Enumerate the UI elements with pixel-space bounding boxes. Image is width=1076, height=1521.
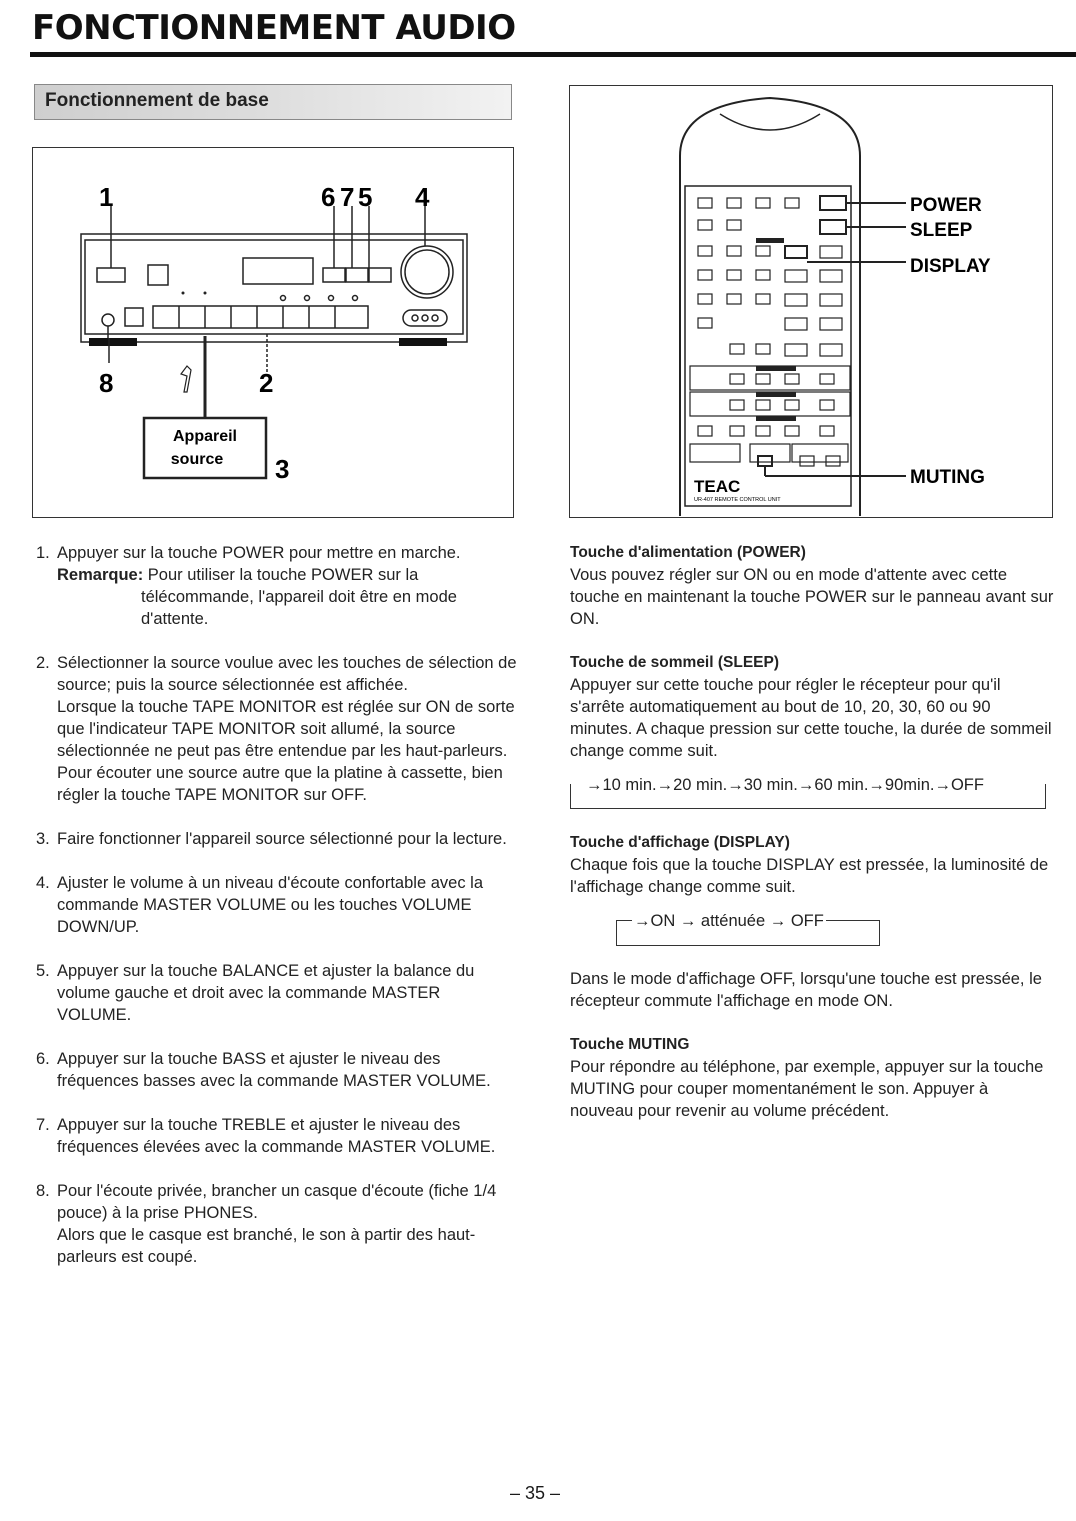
receiver-display [243, 258, 313, 284]
muting-section [570, 1034, 1056, 1122]
step-8: 8. Pour l'écoute privée, brancher un casque d'écoute (fiche 1/4 pouce) à la prise PHONES. Alors que le casque est branché, le son à partir des haut-parleurs est coupé. [36, 1182, 497, 1266]
remote-diagram [570, 86, 1052, 517]
page-title: FONCTIONNEMENT AUDIO [32, 8, 516, 48]
source-box-line1: Appareil [172, 428, 238, 445]
receiver-foot-left [89, 338, 137, 346]
callout-4: 4 [415, 182, 430, 212]
step-6: 6. Appuyer sur la touche BASS et ajuster le niveau des fréquences basses avec la commande MASTER VOLUME. [36, 1050, 491, 1090]
step-8-extra: Alors que le casque est branché, le son à partir des haut-parleurs est coupé. [57, 1226, 476, 1266]
step-4: 4. Ajuster le volume à un niveau d'écoute confortable avec la commande MASTER VOLUME ou les touches VOLUME DOWN/UP. [36, 874, 483, 936]
callout-power: POWER [910, 195, 982, 216]
step-5: 5. Appuyer sur la touche BALANCE et ajuster la balance du volume gauche et droit avec la commande MASTER VOLUME. [36, 962, 475, 1024]
power-section [570, 542, 1056, 630]
display-after [570, 968, 1056, 1012]
callout-5: 5 [358, 182, 373, 212]
step-5-text: Appuyer sur la touche BALANCE et ajuster la balance du volume gauche et droit avec la commande MASTER VOLUME. [57, 962, 475, 1024]
source-box-line2: source [170, 451, 224, 468]
callout-6: 6 [321, 182, 336, 212]
power-text: Vous pouvez régler sur ON ou en mode d'attente avec cette touche en maintenant la touche POWER sur le panneau avant sur ON. [570, 566, 1054, 628]
callout-sleep: SLEEP [910, 220, 973, 241]
display-after-text: Dans le mode d'affichage OFF, lorsqu'une touche est pressée, le récepteur commute l'affichage en mode ON. [570, 970, 1042, 1010]
display-cycle-diagram [616, 910, 880, 948]
muting-heading: Touche MUTING [570, 1036, 690, 1053]
display-section [570, 832, 1056, 898]
step-1-text: Appuyer sur la touche POWER pour mettre en marche. [57, 544, 461, 562]
power-switch [97, 268, 125, 282]
remote-sleep-key [820, 220, 846, 234]
receiver-figure [32, 147, 514, 518]
sleep-cycle-diagram [570, 774, 1056, 812]
callout-1: 1 [99, 182, 114, 212]
remote-muting-key [758, 456, 772, 466]
steps-list [36, 542, 518, 1268]
signal-arrow-icon [181, 366, 191, 392]
step-2: 2. Sélectionner la source voulue avec les touches de sélection de source; puis la source sélectionnée est affichée. Lorsque la touche TAPE MONITOR est réglée sur ON de sorte que l'indicateur TAPE MONITOR soit allumé, la source sélectionnée ne peut pas être entendue par les haut-parleurs. Pour écouter une source autre que la platine à cassette, bien régler la touche TAPE MONITOR sur OFF. [36, 654, 517, 804]
sleep-heading: Touche de sommeil (SLEEP) [570, 654, 780, 671]
step-2-extra: Lorsque la touche TAPE MONITOR est réglée sur ON de sorte que l'indicateur TAPE MONITOR soit allumé, la source sélectionnée ne peut pas être entendue par les haut-parleurs. Pour écouter une source autre que la platine à cassette, bien régler la touche TAPE MONITOR sur OFF. [57, 698, 515, 804]
callout-2: 2 [259, 368, 274, 398]
callout-8: 8 [99, 368, 114, 398]
step-1: 1. Appuyer sur la touche POWER pour mettre en marche. Remarque: Pour utiliser la touche POWER sur la télécommande, l'appareil doit être en mode d'attente. [36, 542, 518, 630]
muting-text: Pour répondre au téléphone, par exemple, appuyer sur la touche MUTING pour couper momentanément le son. Appuyer à nouveau pour revenir au volume précédent. [570, 1058, 1044, 1120]
step-1-note: Remarque: Pour utiliser la touche POWER sur la télécommande, l'appareil doit être en mode d'attente. [57, 566, 457, 628]
remote-figure [569, 85, 1053, 518]
section-title: Fonctionnement de base [45, 90, 269, 111]
sleep-section [570, 652, 1056, 762]
step-3: 3. Faire fonctionner l'appareil source sélectionné pour la lecture. [36, 830, 507, 848]
display-heading: Touche d'affichage (DISPLAY) [570, 834, 790, 851]
remote-brand: TEAC [694, 477, 741, 496]
steps-column [36, 542, 518, 1290]
callout-7: 7 [340, 182, 355, 212]
callout-3: 3 [275, 454, 290, 484]
step-7-text: Appuyer sur la touche TREBLE et ajuster le niveau des fréquences élevées avec la commande MASTER VOLUME. [57, 1116, 496, 1156]
remote-power-key [820, 196, 846, 210]
master-volume-knob [401, 246, 453, 298]
page-number: – 35 – [510, 1483, 561, 1503]
source-box [144, 418, 266, 478]
step-7: 7. Appuyer sur la touche TREBLE et ajuster le niveau des fréquences élevées avec la commande MASTER VOLUME. [36, 1116, 496, 1156]
step-4-text: Ajuster le volume à un niveau d'écoute confortable avec la commande MASTER VOLUME ou les touches VOLUME DOWN/UP. [57, 874, 483, 936]
remote-model: UR-407 REMOTE CONTROL UNIT [694, 497, 781, 503]
phones-jack [102, 314, 114, 326]
display-cycle: →ON → atténuée → OFF [634, 912, 824, 930]
sleep-cycle: →10 min.→20 min.→30 min.→60 min.→90min.→OFF [586, 776, 984, 794]
power-heading: Touche d'alimentation (POWER) [570, 544, 806, 561]
callout-display: DISPLAY [910, 256, 991, 277]
callout-muting: MUTING [910, 467, 985, 488]
remote-display-key [785, 246, 807, 258]
keys-column [570, 542, 1056, 1144]
remote-outline [680, 98, 860, 516]
title-rule [30, 52, 1076, 57]
step-8-text: Pour l'écoute privée, brancher un casque d'écoute (fiche 1/4 pouce) à la prise PHONES. [57, 1182, 497, 1222]
receiver-foot-right [399, 338, 447, 346]
receiver-diagram [33, 148, 513, 517]
note-label: Remarque: [57, 566, 144, 584]
step-2-text: Sélectionner la source voulue avec les touches de sélection de source; puis la source sélectionnée est affichée. [57, 654, 517, 694]
sleep-text: Appuyer sur cette touche pour régler le récepteur pour qu'il s'arrête automatiquement au bout de 10, 20, 30, 60 ou 90 minutes. A chaque pression sur cette touche, la durée de sommeil change comme suit. [570, 676, 1052, 760]
step-6-text: Appuyer sur la touche BASS et ajuster le niveau des fréquences basses avec la commande MASTER VOLUME. [57, 1050, 491, 1090]
section-header [34, 84, 512, 120]
step-3-text: Faire fonctionner l'appareil source sélectionné pour la lecture. [57, 830, 507, 848]
display-text: Chaque fois que la touche DISPLAY est pressée, la luminosité de l'affichage change comme suit. [570, 856, 1049, 896]
